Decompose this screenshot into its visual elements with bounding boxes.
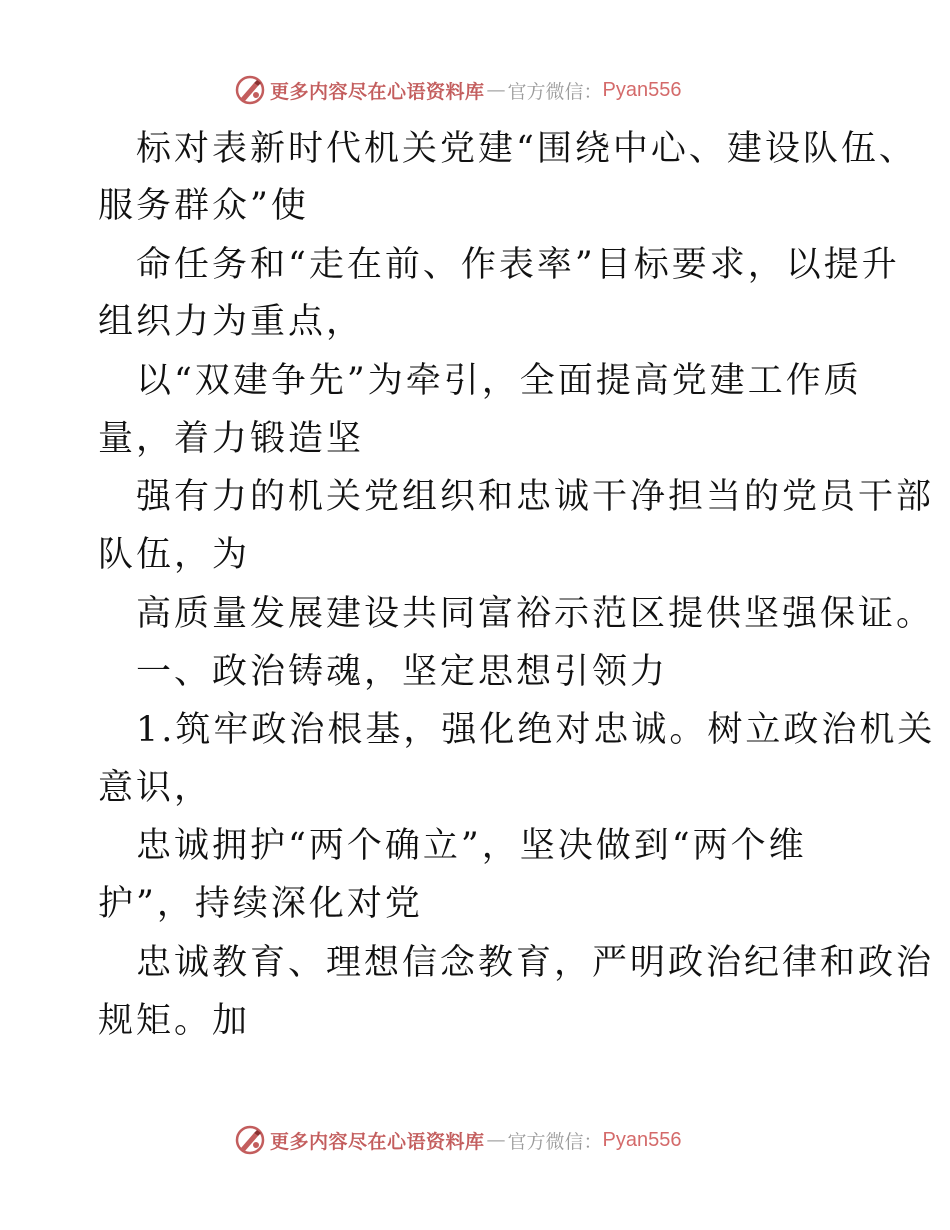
- text-line: 忠诚教育、理想信念教育，严明政治纪律和政治: [136, 943, 935, 983]
- text-line: 1.筑牢政治根基，强化绝对忠诚。树立政治机关: [136, 710, 936, 750]
- text-line: 强有力的机关党组织和忠诚干净担当的党员干部: [136, 477, 935, 517]
- watermark-brand-text: 更多内容尽在心语资料库: [270, 80, 485, 103]
- footer-watermark: [234, 1122, 682, 1158]
- text-line: 命任务和“走在前、作表率”目标要求，以提升: [136, 245, 900, 285]
- text-line: 高质量发展建设共同富裕示范区提供坚强保证。: [136, 594, 935, 634]
- text-line: 量，着力锻造坚: [98, 419, 365, 459]
- watermark-dash: —: [486, 1129, 506, 1151]
- text-line: 护”，持续深化对党: [98, 884, 423, 924]
- text-line: 组织力为重点，: [98, 302, 365, 342]
- text-line: 规矩。加: [98, 1001, 251, 1041]
- watermark-brand-text: 更多内容尽在心语资料库: [270, 1130, 485, 1153]
- text-line: 标对表新时代机关党建“围绕中心、建设队伍、: [136, 129, 917, 169]
- text-line: 以“双建争先”为牵引，全面提高党建工作质: [136, 361, 862, 401]
- text-line: 忠诚拥护“两个确立”，坚决做到“两个维: [136, 826, 807, 866]
- watermark-wechat-label: 官方微信：: [507, 80, 603, 103]
- section-heading: 一、政治铸魂，坚定思想引领力: [136, 652, 669, 692]
- text-line: 意识，: [98, 768, 213, 808]
- watermark-wechat-label: 官方微信：: [507, 1130, 603, 1153]
- text-line: 队伍，为: [98, 535, 251, 575]
- watermark-wechat-id: Pyan556: [602, 78, 682, 101]
- pen-logo-icon: [234, 1124, 266, 1156]
- watermark-wechat-id: Pyan556: [602, 1128, 682, 1151]
- text-line: 服务群众”使: [98, 186, 309, 226]
- watermark-dash: —: [486, 79, 506, 101]
